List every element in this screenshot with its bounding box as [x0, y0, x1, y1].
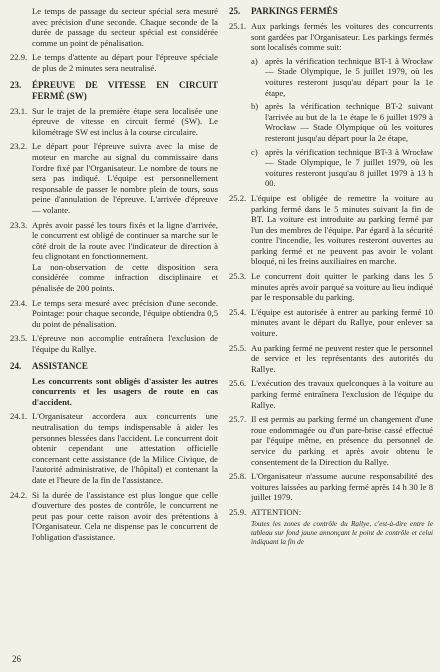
paragraph-23-1: 23.1. Sur le trajet de la première étape sera localisée une épreuve de vitesse en circuit fermé (SW). Le kilométrage SW est inclus à la course circulaire. [10, 105, 218, 137]
paragraph-25-6: 25.6. L'exécution des travaux quelconques à la voiture au parking fermé entraînera l'exclusion de l'équipe du Rallye. [229, 378, 433, 410]
paragraph-25-1: 25.1. Aux parkings fermés les voitures des concurrents sont gardées par l'Organisateur. Les parkings fermés sont localisés comme suit: a) après la vérification technique BT-1 à Wrocław — Stade Olympique, le 5 juillet 1979, où les voitures resteront jusqu'au départ pour la 1e étape, b) après la vérification technique BT-2 suivant l'arrivée au but de la 1e étape le 6 juillet 1979 à Wrocław — Stade Olympique où les voitures resteront jusqu'au départ pour la 2e étape, c) après la vérification technique BT-3 à Wrocław — Stade Olympique, le 7 juillet 1979, où les voitures resteront jusqu'au 8 juillet 1979 à 13 h 00. [229, 21, 433, 189]
sub-item-b: b) après la vérification technique BT-2 suivant l'arrivée au but de la 1e étape le 6 juillet 1979 à Wrocław — Stade Olympique où les voitures resteront jusqu'au départ pour la 2e étape, [251, 101, 433, 143]
paragraph-24-2: 24.2. Si la durée de l'assistance est plus longue que celle d'ouverture des postes de contrôle, le concurrent ne peut pas pour cette raison avoir des prétentions à l'Organisateur. Cela ne dispense pas le concurrent de l'obligation d'assistance. [10, 489, 218, 542]
section-23-heading: 23. ÉPREUVE DE VITESSE EN CIRCUIT FERMÉ (SW) [10, 79, 218, 101]
paragraph-23-5: 23.5. L'épreuve non accomplie entraînera l'exclusion de l'équipe du Rallye. [10, 333, 218, 355]
section-25-heading: 25. PARKINGS FERMÉS [229, 6, 338, 16]
paragraph-25-2: 25.2. L'équipe est obligée de remettre la voiture au parking fermé dans le 5 minutes suivant la fin de BT. La voiture est introduite au parking fermé par l'un des membres de l'équipe. Par égard à la sécurité contre l'incendie, les voitures resteront ouvertes au parking fermé et ne peuvent pas avoir le volant bloqué, ni les freins auxiliaires en marche. [229, 192, 433, 267]
paragraph-24-1: 24.1. L'Organisateur accordera aux concurrents une neutralisation du temps indispensable à aider les personnes blessées dans l'accident. Le concurrent doit obtenir cependant une attestation officielle concernant cette assistance (de la Milice Civique, de l'autorité administrative, de l'hôpital) et contenant la date et l'heure de la fin de l'assistance. [10, 411, 218, 485]
right-column [229, 6, 433, 547]
paragraph-25-3: 25.3. Le concurrent doit quitter le parking dans les 5 minutes après avoir parqué sa voiture au lieu indiqué par le responsable du parking. [229, 271, 433, 303]
sub-item-a: a) après la vérification technique BT-1 à Wrocław — Stade Olympique, le 5 juillet 1979, où les voitures resteront jusqu'au départ pour la 1e étape, [251, 55, 433, 98]
paragraph-25-9: 25.9. ATTENTION: [229, 506, 302, 517]
sub-item-c: c) après la vérification technique BT-3 à Wrocław — Stade Olympique, le 7 juillet 1979, où les voitures resteront jusqu'au 8 juillet 1979 à 13 h 00. [251, 146, 433, 189]
paragraph-23-3-text: Après avoir passé les tours fixés et la ligne d'arrivée, le concurrent est obligé de continuer sa marche sur le côté droit de la route avec l'indicateur de direction à feu clignotant en fonctionnement. [32, 219, 218, 262]
paragraph-23-3-text2: La non-observation de cette disposition sera considérée comme infraction disciplinaire et pénalisée de 200 points. [32, 261, 218, 294]
attention-note: Toutes les zones de contrôle du Rallye, c'est-à-dire entre le tableau sur fond jaune annonçant le point de contrôle et celui indiquant la fin de [251, 519, 433, 546]
paragraph-23-2: 23.2. Le départ pour l'épreuve suivra avec la mise de moteur en marche au signal du commissaire dans l'ordre fixé par l'Organisateur. Le nombre de tours ne sera pas indiqué. L'équipe est personnellement responsable de passer le nombre plein de tours, sous peine d'annulation de l'épreuve. L'arrivée d'épreuve — volante. [10, 141, 218, 215]
paragraph-25-4: 25.4. L'équipe est autorisée à entrer au parking fermé 10 minutes avant le départ du Rallye, pour enlever sa voiture. [229, 306, 433, 339]
paragraph-continued: Le temps de passage du secteur spécial sera mesuré avec précision d'une seconde. Chaque seconde de la durée de passage du secteur spécial est considérée comme un point de pénalisation. [32, 6, 218, 48]
paragraph-25-1-text: Aux parkings fermés les voitures des concurrents sont gardées par l'Organisateur. Les parkings fermés sont localisés comme suit: [251, 21, 433, 53]
section-24-heading: 24. ASSISTANCE [10, 360, 88, 371]
paragraph-22-9: 22.9. Le temps d'attente au départ pour l'épreuve spéciale de plus de 2 minutes sera neutralisé. [10, 52, 218, 73]
paragraph-25-7: 25.7. Il est permis au parking fermé un changement d'une roue endommagée ou d'un pare-brise cassé effectué par l'équipe même, en présence du personnel de service du parking et après avoir obtenu le consentement de la Direction du Rallye. [229, 414, 433, 467]
page-number: 26 [12, 654, 21, 664]
paragraph-23-3: 23.3. Après avoir passé les tours fixés et la ligne d'arrivée, le concurrent est obligé de continuer sa marche sur le côté droit de la route avec l'indicateur de direction à feu clignotant en fonctionnement. La non-observation de cette disposition sera considérée comme infraction disciplinaire et pénalisée de 200 points. [10, 219, 218, 294]
paragraph-24-intro: Les concurrents sont obligés d'assister les autres concurrents et les usagers de route en cas d'accident. [32, 375, 218, 407]
left-column [10, 6, 218, 547]
paragraph-25-8: 25.8. L'Organisateur n'assume aucune responsabilité des voitures laissées au parking fermé après 14 h 30 le 8 juillet 1979. [229, 471, 433, 503]
paragraph-25-5: 25.5. Au parking fermé ne peuvent rester que le personnel de service et les représentants des autorités du Rallye. [229, 342, 433, 374]
paragraph-23-4: 23.4. Le temps sera mesuré avec précision d'une seconde. Pointage: pour chaque seconde, l'équipe obtiendra 0,5 du point de pénalisation. [10, 297, 218, 329]
